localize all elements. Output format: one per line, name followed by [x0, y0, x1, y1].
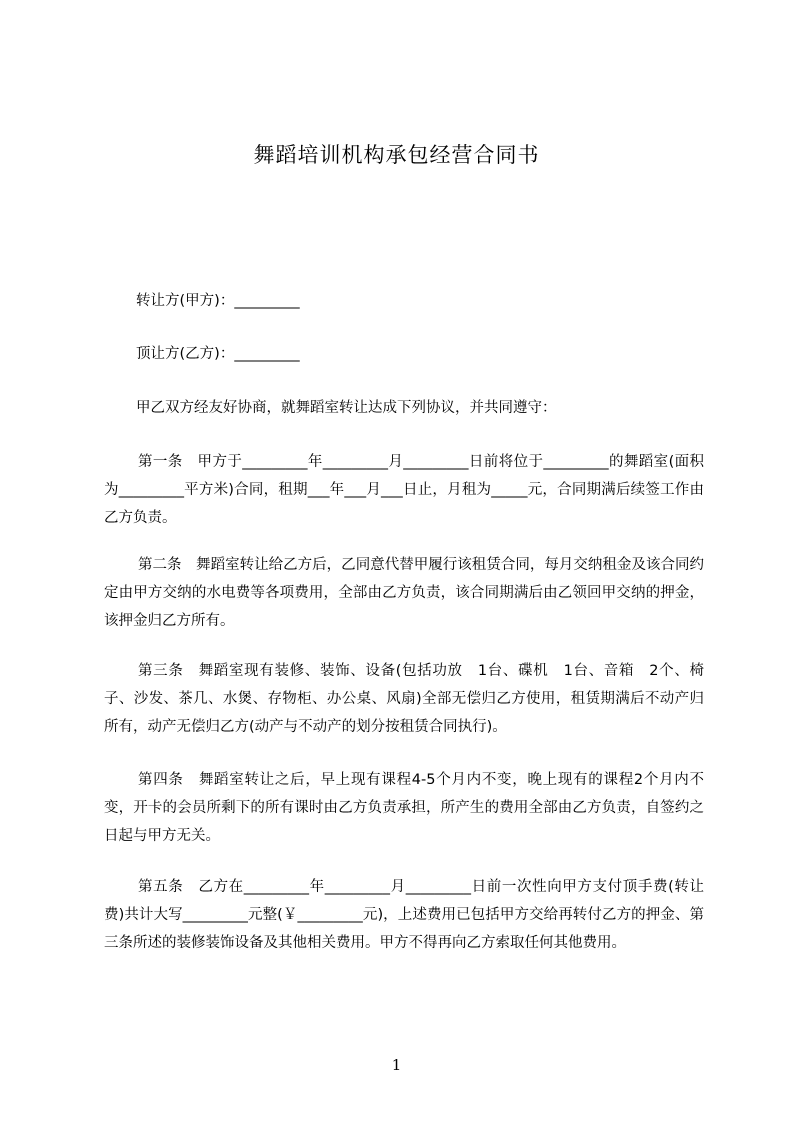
transferor-line: 转让方(甲方)：_________ — [136, 293, 300, 309]
article-2: 第二条 舞蹈室转让给乙方后，乙同意代替甲履行该租赁合同，每月交纳租金及该合同约定由甲方交纳的水电费等各项费用，全部由乙方负责，该合同期满后由乙领回甲交纳的押金，该押金归乙方所有。 — [104, 557, 704, 629]
article-5: 第五条 乙方在_________年_________月_________日前一次性向甲方支付顶手费(转让费)共计大写_________元整(￥_________元)，上述费用已包括甲方交给再转付乙方的押金、第三条所述的装修装饰设备及其他相关费用。甲方不得再向乙方索取任何其他费用。 — [104, 879, 704, 951]
article-4: 第四条 舞蹈室转让之后，早上现有课程4-5个月内不变，晚上现有的课程2个月内不变，开卡的会员所剩下的所有课时由乙方负责承担，所产生的费用全部由乙方负责，自签约之日起与甲方无关。 — [104, 772, 704, 844]
intro-paragraph: 甲乙双方经友好协商，就舞蹈室转让达成下列协议，并共同遵守： — [136, 400, 557, 416]
article-1: 第一条 甲方于_________年_________月_________日前将位于_________的舞蹈室(面积为_________平方米)合同，租期___年___月___日止，月租为_____元，合同期满后续签工作由乙方负责。 — [104, 454, 704, 526]
page-number: 1 — [391, 1056, 402, 1074]
article-3: 第三条 舞蹈室现有装修、装饰、设备(包括功放 1台、碟机 1台、音箱 2个、椅子、沙发、茶几、水煲、存物柜、办公桌、风扇)全部无偿归乙方使用，租赁期满后不动产归所有，动产无偿归乙方(动产与不动产的划分按租赁合同执行)。 — [104, 663, 704, 735]
document-title: 舞蹈培训机构承包经营合同书 — [253, 143, 540, 167]
transferee-line: 顶让方(乙方)：_________ — [136, 346, 300, 362]
